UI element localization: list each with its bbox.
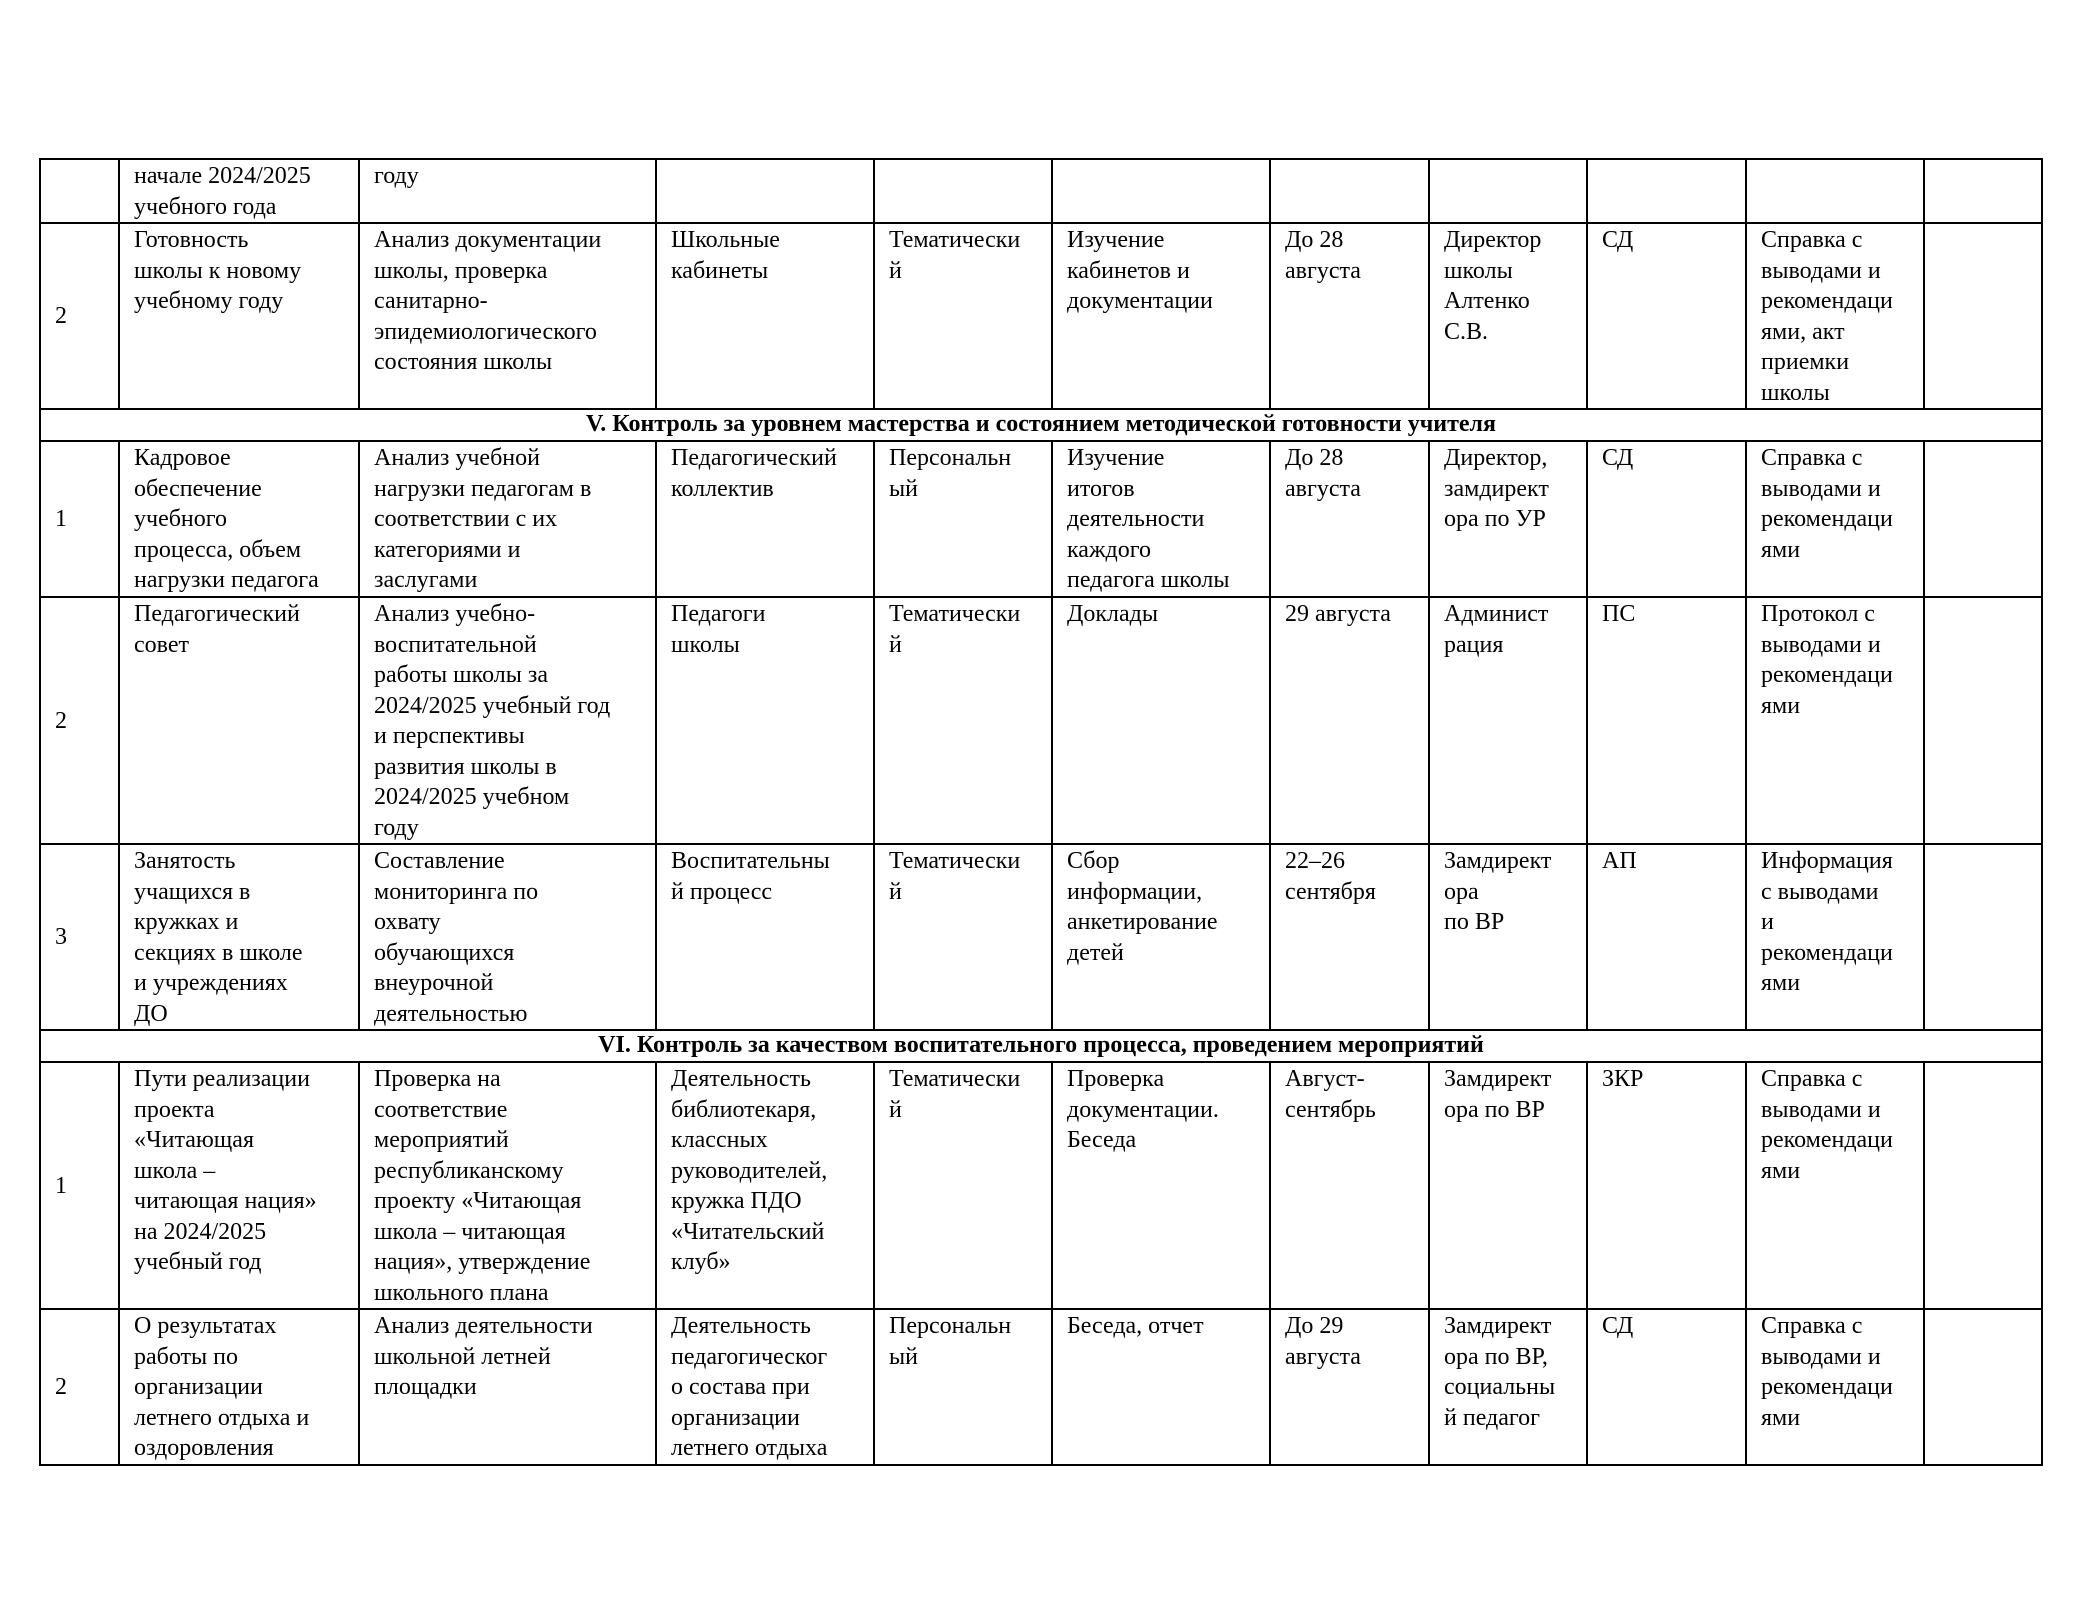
cell-date (1270, 159, 1429, 223)
cell-review-place (1587, 159, 1746, 223)
cell-goal: Анализ учебно- воспитательной работы школы за 2024/2025 учебный год и перспективы развития школы в 2024/2025 учебном году (359, 597, 656, 844)
cell-type: Персональн ый (874, 441, 1052, 597)
cell-number: 1 (40, 441, 119, 597)
cell-responsible: Админист рация (1429, 597, 1587, 844)
cell-object: Школьные кабинеты (656, 223, 874, 409)
cell-type (874, 159, 1052, 223)
cell-goal: Анализ деятельности школьной летней площадки (359, 1309, 656, 1465)
cell-method: Проверка документации. Беседа (1052, 1062, 1270, 1309)
cell-subject: Занятость учащихся в кружках и секциях в школе и учреждениях ДО (119, 844, 359, 1030)
cell-object: Педагоги школы (656, 597, 874, 844)
cell-goal: году (359, 159, 656, 223)
cell-object (656, 159, 874, 223)
cell-number: 2 (40, 223, 119, 409)
cell-result: Справка с выводами и рекомендаци ями, акт приемки школы (1746, 223, 1924, 409)
cell-notes (1924, 597, 2042, 844)
table-row (40, 441, 2042, 597)
cell-responsible: Замдирект ора по ВР (1429, 844, 1587, 1030)
cell-type: Тематически й (874, 844, 1052, 1030)
table-row (40, 223, 2042, 409)
table-row (40, 597, 2042, 844)
cell-number: 3 (40, 844, 119, 1030)
cell-review-place: ПС (1587, 597, 1746, 844)
cell-notes (1924, 1062, 2042, 1309)
cell-review-place: СД (1587, 441, 1746, 597)
cell-number (40, 159, 119, 223)
cell-responsible: Замдирект ора по ВР, социальны й педагог (1429, 1309, 1587, 1465)
cell-notes (1924, 159, 2042, 223)
section-title: V. Контроль за уровнем мастерства и состоянием методической готовности учителя (40, 409, 2042, 441)
cell-result (1746, 159, 1924, 223)
cell-goal: Проверка на соответствие мероприятий республиканскому проекту «Читающая школа – читающая нация», утверждение школьного плана (359, 1062, 656, 1309)
cell-method: Изучение кабинетов и документации (1052, 223, 1270, 409)
table-row (40, 159, 2042, 223)
control-plan-table (39, 158, 2043, 1466)
section-header-row (40, 409, 2042, 441)
cell-result: Информация с выводами и рекомендаци ями (1746, 844, 1924, 1030)
cell-goal: Анализ учебной нагрузки педагогам в соответствии с их категориями и заслугами (359, 441, 656, 597)
section-header-row (40, 1030, 2042, 1062)
cell-result: Справка с выводами и рекомендаци ями (1746, 1062, 1924, 1309)
cell-review-place: ЗКР (1587, 1062, 1746, 1309)
cell-date: Август- сентябрь (1270, 1062, 1429, 1309)
cell-date: До 28 августа (1270, 441, 1429, 597)
cell-result: Справка с выводами и рекомендаци ями (1746, 1309, 1924, 1465)
cell-notes (1924, 223, 2042, 409)
cell-date: 29 августа (1270, 597, 1429, 844)
cell-result: Протокол с выводами и рекомендаци ями (1746, 597, 1924, 844)
cell-number: 2 (40, 1309, 119, 1465)
cell-result: Справка с выводами и рекомендаци ями (1746, 441, 1924, 597)
cell-responsible: Директор школы Алтенко С.В. (1429, 223, 1587, 409)
table-row (40, 1062, 2042, 1309)
cell-review-place: СД (1587, 1309, 1746, 1465)
cell-review-place: АП (1587, 844, 1746, 1030)
cell-method: Изучение итогов деятельности каждого педагога школы (1052, 441, 1270, 597)
cell-date: До 28 августа (1270, 223, 1429, 409)
cell-review-place: СД (1587, 223, 1746, 409)
cell-responsible (1429, 159, 1587, 223)
cell-object: Педагогический коллектив (656, 441, 874, 597)
cell-goal: Составление мониторинга по охвату обучающихся внеурочной деятельностью (359, 844, 656, 1030)
cell-method: Сбор информации, анкетирование детей (1052, 844, 1270, 1030)
cell-subject: Пути реализации проекта «Читающая школа – читающая нация» на 2024/2025 учебный год (119, 1062, 359, 1309)
table-body (40, 159, 2042, 1465)
cell-method: Беседа, отчет (1052, 1309, 1270, 1465)
cell-number: 1 (40, 1062, 119, 1309)
cell-type: Тематически й (874, 223, 1052, 409)
cell-responsible: Замдирект ора по ВР (1429, 1062, 1587, 1309)
cell-date: 22–26 сентября (1270, 844, 1429, 1030)
cell-responsible: Директор, замдирект ора по УР (1429, 441, 1587, 597)
cell-notes (1924, 1309, 2042, 1465)
cell-subject: Кадровое обеспечение учебного процесса, объем нагрузки педагога (119, 441, 359, 597)
table-row (40, 1309, 2042, 1465)
cell-subject: начале 2024/2025 учебного года (119, 159, 359, 223)
cell-object: Деятельность педагогическог о состава при организации летнего отдыха (656, 1309, 874, 1465)
cell-subject: Готовность школы к новому учебному году (119, 223, 359, 409)
cell-subject: О результатах работы по организации летнего отдыха и оздоровления (119, 1309, 359, 1465)
cell-type: Персональн ый (874, 1309, 1052, 1465)
cell-object: Воспитательны й процесс (656, 844, 874, 1030)
cell-method: Доклады (1052, 597, 1270, 844)
section-title: VI. Контроль за качеством воспитательного процесса, проведением мероприятий (40, 1030, 2042, 1062)
cell-object: Деятельность библиотекаря, классных руководителей, кружка ПДО «Читательский клуб» (656, 1062, 874, 1309)
cell-number: 2 (40, 597, 119, 844)
cell-subject: Педагогический совет (119, 597, 359, 844)
cell-notes (1924, 844, 2042, 1030)
cell-method (1052, 159, 1270, 223)
cell-type: Тематически й (874, 1062, 1052, 1309)
cell-date: До 29 августа (1270, 1309, 1429, 1465)
cell-type: Тематически й (874, 597, 1052, 844)
table-row (40, 844, 2042, 1030)
cell-goal: Анализ документации школы, проверка санитарно- эпидемиологического состояния школы (359, 223, 656, 409)
cell-notes (1924, 441, 2042, 597)
